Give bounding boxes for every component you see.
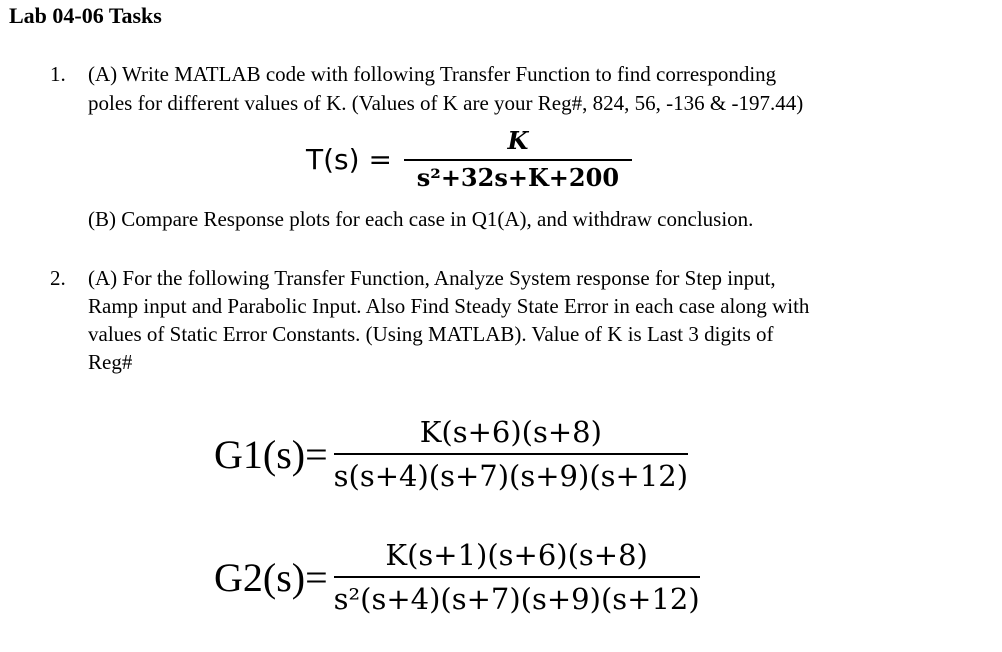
question-1-part-b: (B) Compare Response plots for each case in Q1(A), and withdraw conclusion. bbox=[88, 207, 754, 231]
t-fraction bbox=[404, 126, 632, 192]
g1-equation-lhs: G1(s)= bbox=[214, 431, 328, 477]
g2-denominator: s²(s+4)(s+7)(s+9)(s+12) bbox=[333, 582, 700, 616]
question-1-line-1: (A) Write MATLAB code with following Transfer Function to find corresponding bbox=[88, 62, 777, 86]
question-2-number: 2. bbox=[50, 266, 66, 290]
transfer-function-g1 bbox=[214, 415, 688, 493]
g2-numerator: K(s+1)(s+6)(s+8) bbox=[385, 538, 648, 572]
transfer-function-g2 bbox=[214, 538, 700, 616]
question-2-line-4: Reg# bbox=[88, 350, 133, 374]
g2-fraction bbox=[334, 538, 700, 616]
g2-equation-lhs: G2(s)= bbox=[214, 554, 328, 600]
question-2-line-2: Ramp input and Parabolic Input. Also Find Steady State Error in each case along with bbox=[88, 294, 810, 318]
question-1-number: 1. bbox=[50, 62, 66, 86]
transfer-function-t bbox=[306, 126, 632, 192]
g1-denominator: s(s+4)(s+7)(s+9)(s+12) bbox=[333, 459, 689, 493]
g1-fraction bbox=[334, 415, 688, 493]
t-denominator: s²+32s+K+200 bbox=[416, 163, 620, 192]
question-1-line-2: poles for different values of K. (Values of K are your Reg#, 824, 56, -136 & -197.44) bbox=[88, 91, 804, 115]
question-2-line-1: (A) For the following Transfer Function, Analyze System response for Step input, bbox=[88, 266, 776, 290]
g1-numerator: K(s+6)(s+8) bbox=[419, 415, 602, 449]
question-2-line-3: values of Static Error Constants. (Using MATLAB). Value of K is Last 3 digits of bbox=[88, 322, 774, 346]
t-equation-lhs: T(s) = bbox=[306, 142, 392, 176]
page-title: Lab 04-06 Tasks bbox=[9, 3, 162, 28]
t-numerator: K bbox=[507, 126, 529, 155]
